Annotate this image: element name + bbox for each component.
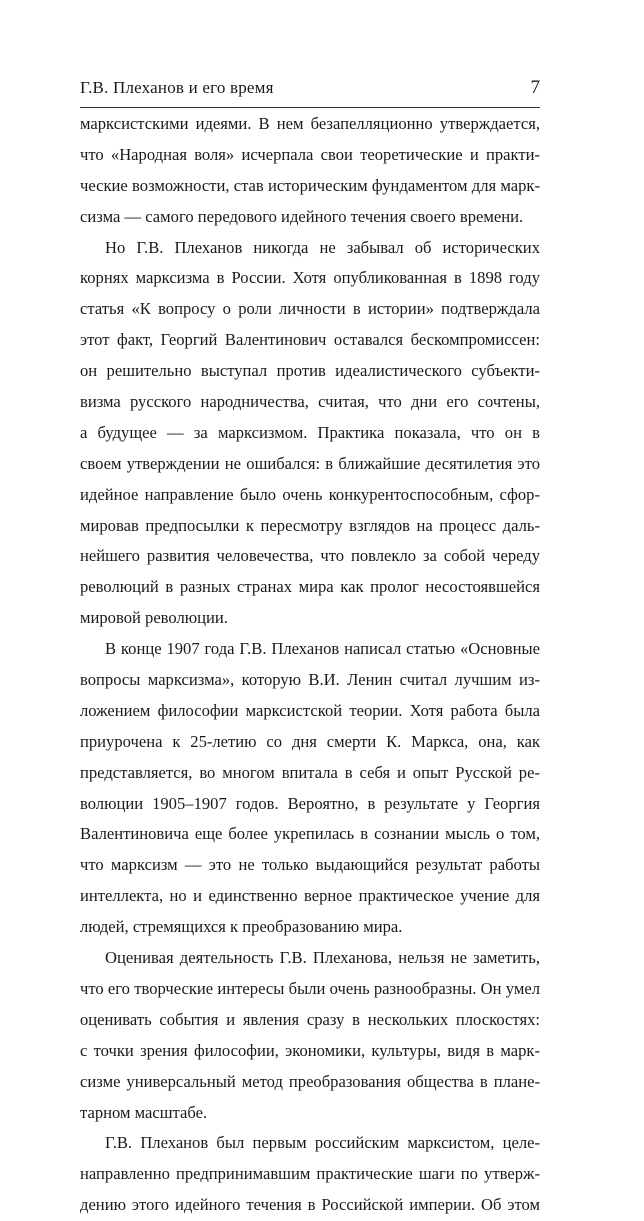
text-line: ложением философии марксистской теории. Хотя работа была: [80, 700, 540, 720]
text-line: мировав предпосылки к пересмотру взглядов на процесс даль-: [80, 515, 540, 535]
text-line: ческие возможности, став историческим фундаментом для марк-: [80, 175, 540, 195]
text-line: идейное направление было очень конкурентоспособным, сфор-: [80, 484, 540, 504]
text-line: направленно предпринимавшим практические шаги по утверж-: [80, 1164, 540, 1184]
text-line: сизме универсальный метод преобразования общества в плане-: [80, 1071, 540, 1091]
paragraph: [80, 1128, 540, 1221]
paragraph: [80, 943, 540, 1128]
text-line: визма русского народничества, считая, что дни его сочтены,: [80, 392, 540, 412]
text-line: сизма — самого передового идейного течения своего времени.: [80, 206, 524, 226]
text-line: людей, стремящихся к преобразованию мира.: [80, 917, 403, 937]
text-line: марксистскими идеями. В нем безапелляционно утверждается,: [80, 114, 540, 133]
text-line: представляется, во многом впитала в себя и опыт Русской ре-: [80, 762, 540, 782]
header-rule: [80, 107, 540, 108]
text-line: Но Г.В. Плеханов никогда не забывал об исторических: [105, 237, 540, 257]
text-line: что «Народная воля» исчерпала свои теоретические и практи-: [80, 144, 540, 164]
paragraph: [80, 634, 540, 943]
text-line: этот факт, Георгий Валентинович оставался бескомпромиссен:: [80, 330, 540, 350]
text-line: мировой революции.: [80, 608, 228, 628]
text-line: Оценивая деятельность Г.В. Плеханова, нельзя не заметить,: [105, 948, 540, 968]
book-page: [80, 76, 540, 1221]
text-line: интеллекта, но и единственно верное практическое учение для: [80, 886, 540, 906]
paragraph: [80, 233, 540, 635]
text-line: а будущее — за марксизмом. Практика показала, что он в: [80, 422, 540, 442]
paragraph: [80, 109, 540, 233]
running-header: [80, 76, 540, 100]
text-line: оценивать события и явления сразу в нескольких плоскостях:: [80, 1009, 540, 1029]
page-number: 7: [530, 77, 540, 98]
text-line: статья «К вопросу о роли личности в истории» подтверждала: [80, 299, 540, 319]
text-line: что его творческие интересы были очень разнообразны. Он умел: [80, 978, 540, 998]
running-title: Г.В. Плеханов и его время: [80, 78, 274, 97]
body-text: [80, 109, 540, 1221]
text-line: он решительно выступал против идеалистического субъекти-: [80, 361, 540, 381]
text-line: тарном масштабе.: [80, 1102, 208, 1122]
text-line: В конце 1907 года Г.В. Плеханов написал статью «Основные: [105, 639, 540, 659]
text-line: революций в разных странах мира как пролог несостоявшейся: [80, 577, 540, 597]
text-line: с точки зрения философии, экономики, культуры, видя в марк-: [80, 1040, 540, 1060]
text-line: своем утверждении не ошибался: в ближайшие десятилетия это: [80, 453, 540, 473]
text-line: дению этого идейного течения в Российской империи. Об этом: [80, 1195, 540, 1215]
text-line: нейшего развития человечества, что повлекло за собой череду: [80, 546, 540, 566]
text-line: корнях марксизма в России. Хотя опубликованная в 1898 году: [80, 268, 540, 288]
text-line: что марксизм — это не только выдающийся результат работы: [80, 855, 540, 875]
text-line: Г.В. Плеханов был первым российским марксистом, целе-: [105, 1133, 540, 1153]
text-line: приурочена к 25-летию со дня смерти К. Маркса, она, как: [80, 731, 540, 751]
text-line: вопросы марксизма», которую В.И. Ленин считал лучшим из-: [80, 670, 540, 690]
text-line: волюции 1905–1907 годов. Вероятно, в результате у Георгия: [80, 793, 540, 813]
text-line: Валентиновича еще более укрепилась в сознании мысль о том,: [80, 824, 540, 844]
